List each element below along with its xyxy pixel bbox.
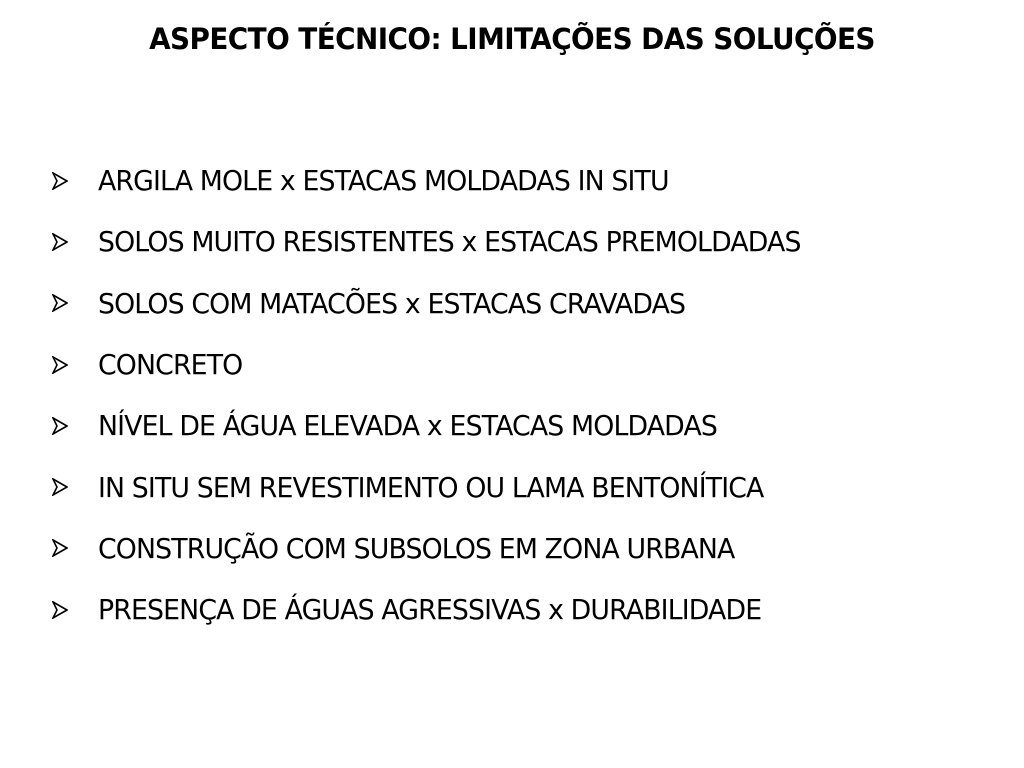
bullet-text: SOLOS MUITO RESISTENTES x ESTACAS PREMOLDADAS xyxy=(98,225,801,259)
bullet-item xyxy=(52,211,1012,272)
bullet-item xyxy=(52,518,1012,579)
bullet-item xyxy=(52,334,1012,395)
arrowhead-bullet-icon xyxy=(52,478,98,496)
arrowhead-bullet-icon xyxy=(52,539,98,557)
arrowhead-bullet-icon xyxy=(52,233,98,251)
bullet-list xyxy=(52,150,1012,640)
bullet-text: CONCRETO xyxy=(98,348,243,382)
bullet-item xyxy=(52,456,1012,517)
arrowhead-bullet-icon xyxy=(52,601,98,619)
bullet-text: ARGILA MOLE x ESTACAS MOLDADAS IN SITU xyxy=(98,164,669,198)
bullet-item xyxy=(52,150,1012,211)
bullet-text: NÍVEL DE ÁGUA ELEVADA x ESTACAS MOLDADAS xyxy=(98,409,717,443)
slide-title: ASPECTO TÉCNICO: LIMITAÇÕES DAS SOLUÇÕES xyxy=(149,22,875,56)
bullet-text: CONSTRUÇÃO COM SUBSOLOS EM ZONA URBANA xyxy=(98,531,735,565)
bullet-text: IN SITU SEM REVESTIMENTO OU LAMA BENTONÍTICA xyxy=(98,470,764,504)
bullet-item xyxy=(52,395,1012,456)
arrowhead-bullet-icon xyxy=(52,294,98,312)
arrowhead-bullet-icon xyxy=(52,417,98,435)
bullet-text: PRESENÇA DE ÁGUAS AGRESSIVAS x DURABILIDADE xyxy=(98,593,762,627)
bullet-text: SOLOS COM MATACÕES x ESTACAS CRAVADAS xyxy=(98,286,686,320)
arrowhead-bullet-icon xyxy=(52,172,98,190)
bullet-item xyxy=(52,273,1012,334)
bullet-item xyxy=(52,579,1012,640)
arrowhead-bullet-icon xyxy=(52,356,98,374)
